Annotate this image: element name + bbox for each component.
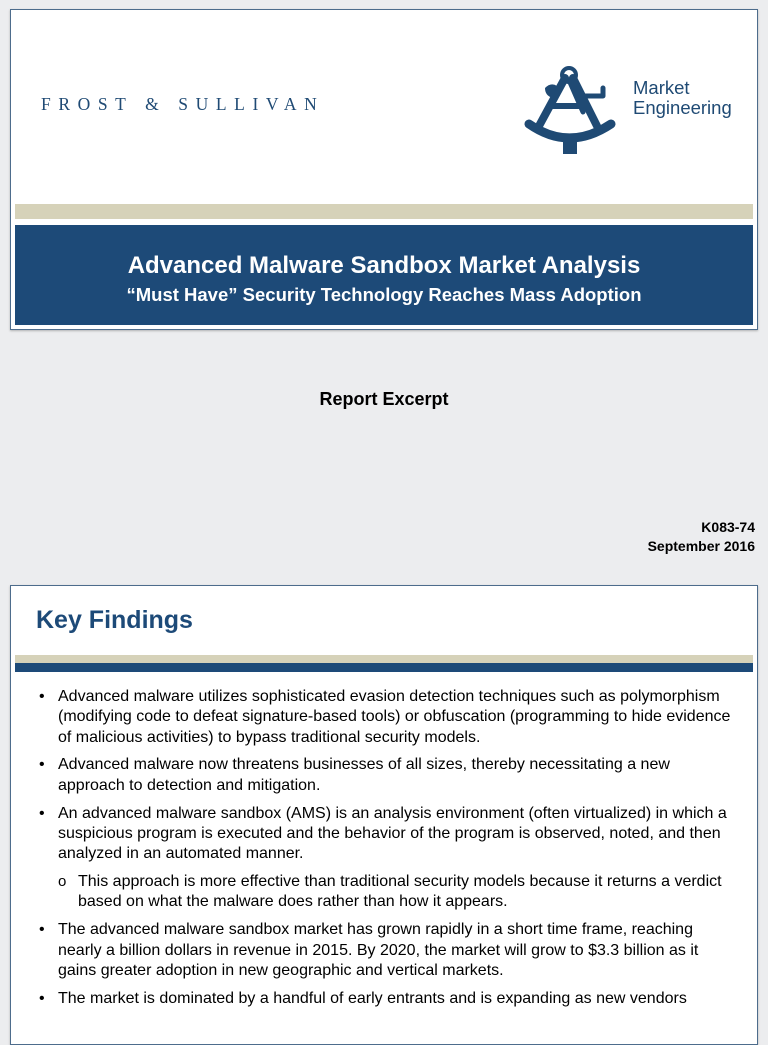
tan-divider [15, 204, 753, 219]
report-subtitle: “Must Have” Security Technology Reaches Mass Adoption [126, 284, 642, 305]
bullet-marker: • [39, 804, 45, 822]
sub-list-item: o This approach is more effective than traditional security models because it returns a verdict based on what the malware does rather than how it appears. [58, 873, 722, 911]
sub-bullet-marker: o [58, 873, 67, 891]
key-findings-heading: Key Findings [36, 606, 193, 634]
list-item: • Advanced malware now threatens businesses of all sizes, thereby necessitating a new approach to detection and mitigation. [39, 756, 670, 794]
list-item: • An advanced malware sandbox (AMS) is an analysis environment (often virtualized) in which a suspicious program is executed and the behavior of the program is observed, noted, and then analyzed in an automated manner. [39, 804, 727, 863]
title-banner [15, 225, 753, 325]
frost-sullivan-wordmark: FROST & SULLIVAN [41, 94, 325, 114]
findings-list [39, 687, 731, 1017]
bullet-marker: • [39, 688, 45, 705]
report-date: September 2016 [647, 538, 755, 554]
key-findings-slide [10, 585, 758, 1045]
report-title: Advanced Malware Sandbox Market Analysis [127, 252, 641, 279]
bullet-marker: • [39, 989, 45, 1007]
report-code: K083-74 [701, 519, 755, 535]
report-meta [648, 518, 755, 556]
bullet-marker: • [39, 756, 45, 774]
list-item: • The market is dominated by a handful of early entrants and is expanding as new vendors [39, 989, 731, 1009]
list-item: • Advanced malware utilizes sophisticated evasion detection techniques such as polymorphism (modifying code to defeat signature-based tools) or obfuscation (programming to hide evidence of malicious activities) to bypass traditional security models. [39, 688, 731, 746]
report-excerpt-label: Report Excerpt [319, 389, 449, 409]
navy-divider [15, 663, 753, 672]
market-engineering-logo-text: Market Engineering [633, 77, 732, 118]
list-item: • The advanced malware sandbox market has grown rapidly in a short time frame, reaching nearly a billion dollars in revenue in 2015. By 2020, the market will grow to $3.3 billion as it gains greater adoption in new geographic and vertical markets. [39, 921, 699, 979]
tan-divider [15, 655, 753, 663]
cover-slide [10, 9, 758, 330]
bullet-marker: • [39, 921, 45, 939]
sextant-icon [523, 66, 619, 158]
